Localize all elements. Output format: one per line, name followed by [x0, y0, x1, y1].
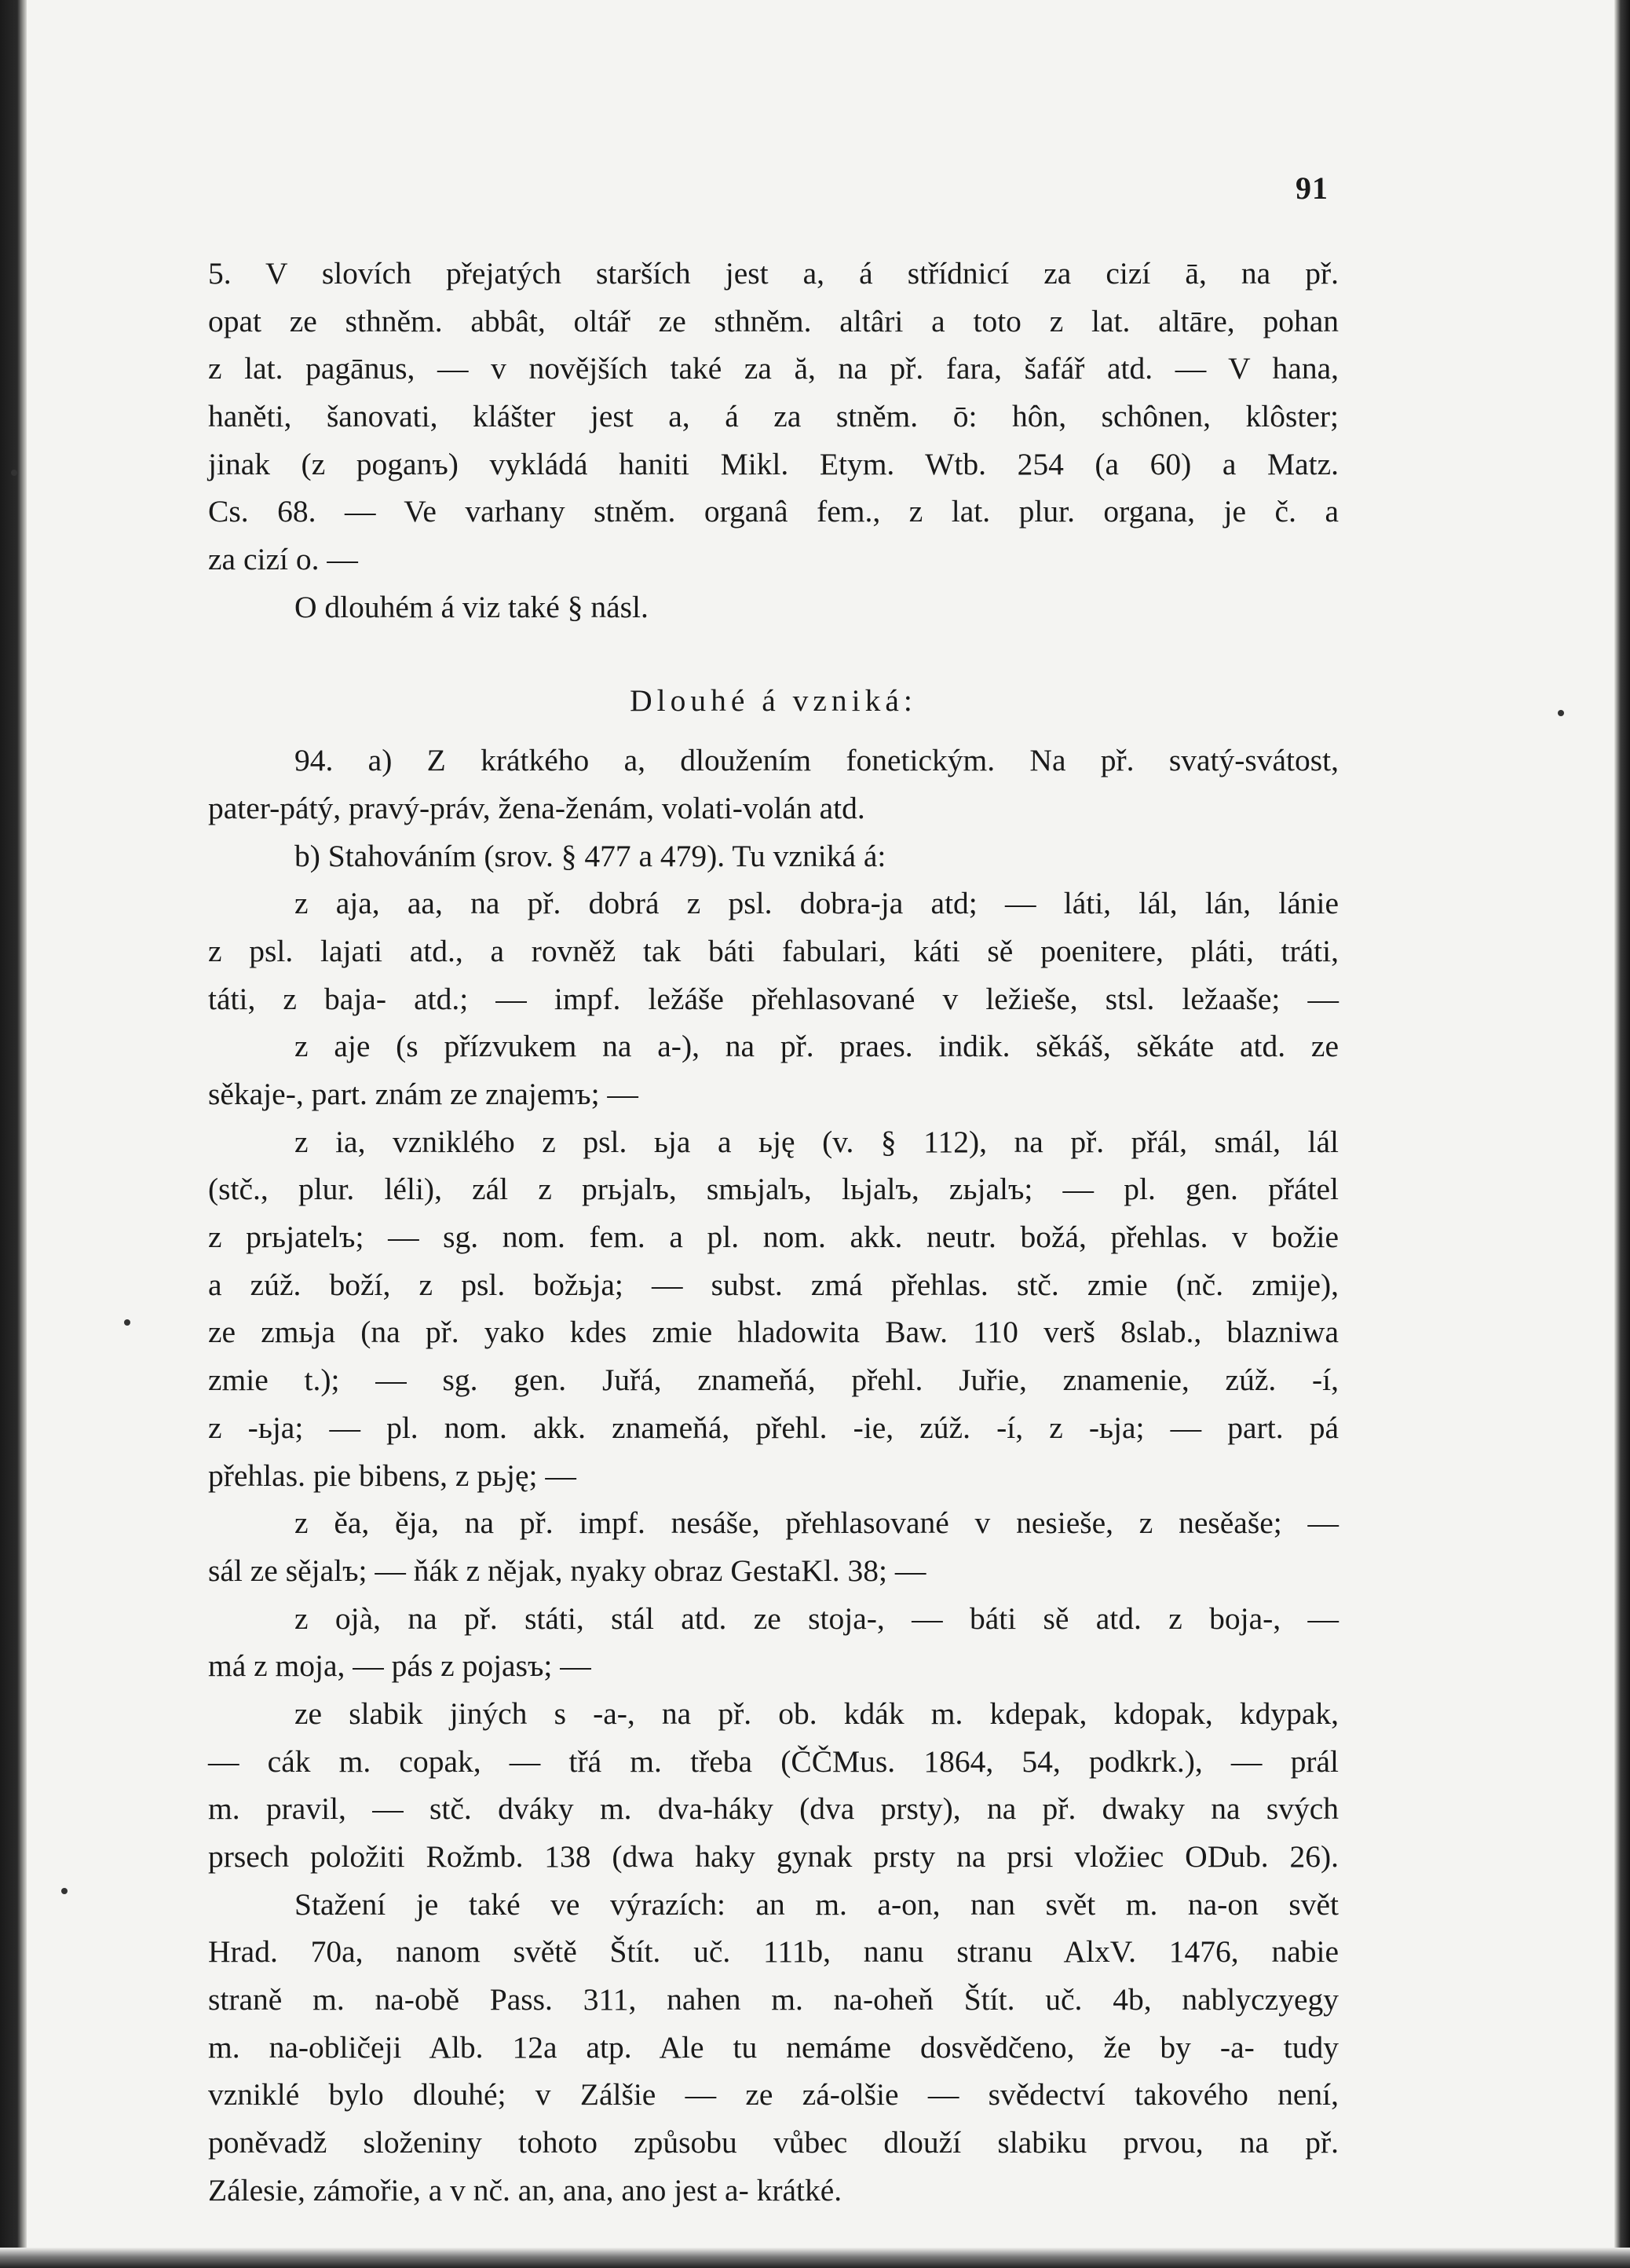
scan-fleck — [1558, 710, 1564, 716]
text-line: ze slabik jiných s -a-, na př. ob. kdák m. kdepak, kdopak, kdypak, — [294, 1696, 1339, 1731]
text-line: Hrad. 70a, nanom světě Štít. uč. 111b, nanu stranu AlxV. 1476, nabie — [208, 1934, 1339, 1970]
text-line: haněti, šanovati, klášter jest a, á za stněm. ō: hôn, schônen, klôster; — [208, 399, 1339, 434]
text-line: 5. V slovích přejatých starších jest a, á střídnicí za cizí ā, na př. — [208, 256, 1339, 291]
text-line: (stč., plur. léli), zál z prьjalъ, smьjalъ, lьjalъ, zьjalъ; — pl. gen. přátel — [208, 1172, 1339, 1207]
text-line: z ia, vzniklého z psl. ьja a ьję (v. § 112), na př. přál, smál, lál — [294, 1124, 1339, 1159]
text-line: vzniklé bylo dlouhé; v Zálšie — ze zá-olšie — svědectví takového není, — [208, 2077, 1339, 2113]
scan-fleck — [124, 1319, 130, 1326]
text-line: O dlouhém á viz také § násl. — [294, 589, 649, 624]
text-line: táti, z baja- atd.; — impf. ležáše přehlasované v ležieše, stsl. ležaaše; — — [208, 981, 1339, 1016]
text-line: Zálesie, zámořie, a v nč. an, ana, ano jest a- krátké. — [208, 2172, 842, 2208]
scan-edge-bottom — [0, 2248, 1630, 2268]
text-line: b) Stahováním (srov. § 477 a 479). Tu vzniká á: — [294, 838, 886, 873]
text-line: z prьjatelъ; — sg. nom. fem. a pl. nom. akk. neutr. božá, přehlas. v božie — [208, 1220, 1339, 1255]
section-heading: Dlouhé á vzniká: — [630, 682, 917, 718]
paragraph-94-start: 94. a) Z krátkého a, dloužením fonetickým. Na př. svatý-svátost, — [294, 743, 1339, 778]
text-line: z aja, aa, na př. dobrá z psl. dobra-ja atd; — láti, lál, lán, lánie — [294, 886, 1339, 921]
text-line: Cs. 68. — Ve varhany stněm. organâ fem., z lat. plur. organa, je č. a — [208, 494, 1339, 529]
text-line: pater-pátý, pravý-práv, žena-ženám, volati-volán atd. — [208, 790, 865, 825]
text-line: jinak (z poganъ) vykládá haniti Mikl. Etym. Wtb. 254 (a 60) a Matz. — [208, 446, 1339, 481]
section-gap — [208, 631, 1339, 677]
text-line: z lat. pagānus, — v novějších také za ă, na př. fara, šafář atd. — V hana, — [208, 351, 1339, 386]
text-line: m. na-obličeji Alb. 12a atp. Ale tu nemáme dosvědčeno, že by -a- tudy — [208, 2029, 1339, 2065]
scan-fleck — [11, 470, 17, 476]
text-line: a zúž. boží, z psl. božьja; — subst. zmá přehlas. stč. zmie (nč. zmije), — [208, 1267, 1339, 1302]
body-text — [208, 250, 1339, 2215]
text-line: sěkaje-, part. znám ze znajemъ; — — [208, 1077, 638, 1111]
text-line: poněvadž složeniny tohoto způsobu vůbec dlouží slabiku prvou, na př. — [208, 2125, 1339, 2160]
text-line: opat ze sthněm. abbât, oltář ze sthněm. altâri a toto z lat. altāre, pohan — [208, 303, 1339, 338]
text-line: z ěa, ěja, na př. impf. nesáše, přehlasované v nesieše, z nesěaše; — — [294, 1505, 1339, 1541]
text-line: prsech položiti Rožmb. 138 (dwa haky gynak prsty na prsi vložiec ODub. 26). — [208, 1839, 1339, 1874]
page-number: 91 — [1296, 170, 1328, 206]
text-line: Stažení je také ve výrazích: an m. a-on, nan svět m. na-on svět — [294, 1886, 1339, 1922]
text-line: — cák m. copak, — třá m. třeba (ČČMus. 1864, 54, podkrk.), — prál — [208, 1743, 1339, 1779]
text-line: za cizí o. — — [208, 542, 358, 577]
text-line: ze zmьja (na př. yako kdes zmie hladowita Baw. 110 verš 8slab., blazniwa — [208, 1315, 1339, 1350]
scan-edge-right — [1614, 0, 1630, 2268]
text-line: sál ze sějalъ; — ňák z nějak, nyaky obraz GestaKl. 38; — — [208, 1553, 926, 1588]
section-gap — [208, 724, 1339, 737]
text-line: zmie t.); — sg. gen. Juřá, znameňá, přehl. Juřie, znamenie, zúž. -í, — [208, 1363, 1339, 1398]
text-line: m. pravil, — stč. dváky m. dva-háky (dva prsty), na př. dwaky na svých — [208, 1791, 1339, 1827]
scan-fleck — [61, 1888, 68, 1894]
text-line: z -ьja; — pl. nom. akk. znameňá, přehl. -ie, zúž. -í, z -ьja; — part. pá — [208, 1410, 1339, 1445]
text-line: straně m. na-obě Pass. 311, nahen m. na-oheň Štít. uč. 4b, nablyczyegy — [208, 1982, 1339, 2017]
text-line: z ojà, na př. státi, stál atd. ze stoja-, — báti sě atd. z boja-, — — [294, 1600, 1339, 1636]
scan-edge-left — [0, 0, 27, 2268]
text-line: z aje (s přízvukem na a-), na př. praes. indik. sěkáš, sěkáte atd. ze — [294, 1029, 1339, 1064]
text-line: má z moja, — pás z pojasъ; — — [208, 1648, 591, 1684]
text-line: přehlas. pie bibens, z pьję; — — [208, 1458, 576, 1493]
text-line: z psl. lajati atd., a rovněž tak báti fabulari, káti sě poenitere, pláti, tráti, — [208, 933, 1339, 968]
